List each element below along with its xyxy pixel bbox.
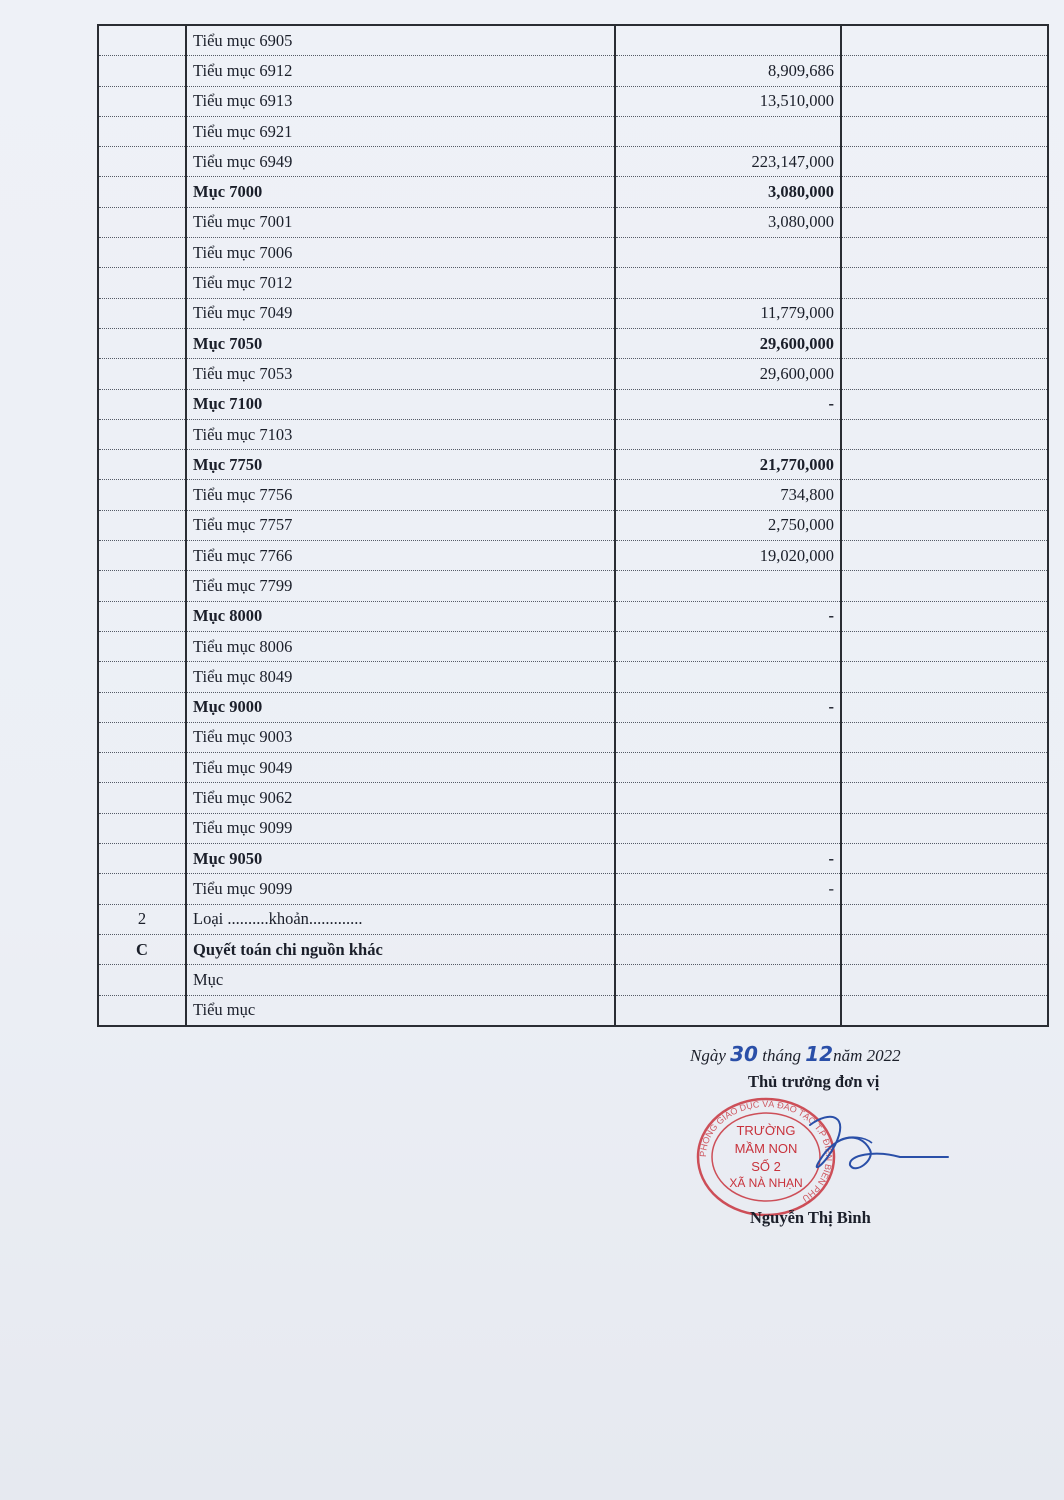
row-number-cell (98, 844, 186, 874)
row-amount-cell: - (615, 844, 841, 874)
table-row (98, 783, 1048, 813)
row-number-cell (98, 722, 186, 752)
table-row (98, 571, 1048, 601)
row-extra-cell (841, 298, 1048, 328)
row-extra-cell (841, 753, 1048, 783)
table-row (98, 692, 1048, 722)
table-row (98, 116, 1048, 146)
table-row (98, 25, 1048, 56)
table-row (98, 874, 1048, 904)
row-label-cell: Tiểu mục (186, 995, 615, 1026)
row-label-cell: Tiểu mục 6912 (186, 56, 615, 86)
row-label-cell: Mục 8000 (186, 601, 615, 631)
row-number-cell (98, 874, 186, 904)
row-label-cell: Tiểu mục 9099 (186, 813, 615, 843)
row-amount-cell (615, 662, 841, 692)
row-label-cell: Loại ..........khoản............. (186, 904, 615, 934)
row-amount-cell: 11,779,000 (615, 298, 841, 328)
row-amount-cell: 8,909,686 (615, 56, 841, 86)
row-extra-cell (841, 450, 1048, 480)
row-label-cell: Tiểu mục 6921 (186, 116, 615, 146)
row-amount-cell: 223,147,000 (615, 147, 841, 177)
row-number-cell (98, 813, 186, 843)
row-number-cell (98, 753, 186, 783)
table-row (98, 359, 1048, 389)
row-amount-cell: 21,770,000 (615, 450, 841, 480)
row-number-cell (98, 359, 186, 389)
row-number-cell (98, 238, 186, 268)
date-block (690, 1042, 950, 1066)
row-extra-cell (841, 874, 1048, 904)
table-row (98, 450, 1048, 480)
row-extra-cell (841, 56, 1048, 86)
row-amount-cell: - (615, 692, 841, 722)
row-label-cell: Tiểu mục 7757 (186, 510, 615, 540)
row-extra-cell (841, 904, 1048, 934)
table-row (98, 56, 1048, 86)
table-row (98, 268, 1048, 298)
row-label-cell: Tiểu mục 7006 (186, 238, 615, 268)
row-extra-cell (841, 480, 1048, 510)
row-label-cell: Mục 7750 (186, 450, 615, 480)
table-row (98, 328, 1048, 358)
row-label-cell: Quyết toán chi nguồn khác (186, 934, 615, 964)
row-amount-cell: 13,510,000 (615, 86, 841, 116)
row-label-cell: Mục 7000 (186, 177, 615, 207)
row-amount-cell (615, 631, 841, 661)
row-number-cell (98, 571, 186, 601)
row-number-cell (98, 783, 186, 813)
row-extra-cell (841, 419, 1048, 449)
row-amount-cell: 19,020,000 (615, 541, 841, 571)
row-extra-cell (841, 116, 1048, 146)
table-row (98, 753, 1048, 783)
row-number-cell (98, 601, 186, 631)
row-extra-cell (841, 783, 1048, 813)
row-label-cell: Tiểu mục 9003 (186, 722, 615, 752)
row-number-cell (98, 480, 186, 510)
row-number-cell (98, 116, 186, 146)
row-number-cell (98, 56, 186, 86)
table-row (98, 419, 1048, 449)
row-extra-cell (841, 995, 1048, 1026)
row-number-cell (98, 662, 186, 692)
row-number-cell (98, 298, 186, 328)
row-extra-cell (841, 207, 1048, 237)
row-number-cell (98, 389, 186, 419)
row-amount-cell (615, 571, 841, 601)
row-extra-cell (841, 813, 1048, 843)
row-label-cell: Mục 7100 (186, 389, 615, 419)
row-extra-cell (841, 328, 1048, 358)
row-amount-cell (615, 965, 841, 995)
row-number-cell (98, 25, 186, 56)
row-number-cell (98, 995, 186, 1026)
table-row (98, 965, 1048, 995)
expense-table-body (98, 25, 1048, 1026)
date-month-word: tháng (757, 1046, 806, 1065)
table-row (98, 844, 1048, 874)
row-number-cell (98, 450, 186, 480)
table-row (98, 813, 1048, 843)
row-extra-cell (841, 25, 1048, 56)
expense-table (97, 24, 1049, 1027)
table-row (98, 541, 1048, 571)
row-label-cell: Tiểu mục 6913 (186, 86, 615, 116)
row-amount-cell: 3,080,000 (615, 177, 841, 207)
row-amount-cell (615, 238, 841, 268)
table-row (98, 722, 1048, 752)
row-number-cell (98, 510, 186, 540)
date-month: 12 (805, 1042, 834, 1066)
row-label-cell: Tiểu mục 8049 (186, 662, 615, 692)
table-row (98, 238, 1048, 268)
row-label-cell: Tiểu mục 7799 (186, 571, 615, 601)
stamp-ring-text: PHÒNG GIÁO DỤC VÀ ĐÀO TẠO T.P ĐIỆN BIÊN PHỦ (697, 1098, 835, 1204)
signer-role: Thủ trưởng đơn vị (748, 1072, 880, 1091)
row-amount-cell (615, 783, 841, 813)
date-year: năm 2022 (833, 1046, 901, 1065)
row-label-cell: Mục (186, 965, 615, 995)
row-extra-cell (841, 601, 1048, 631)
row-number-cell: 2 (98, 904, 186, 934)
row-label-cell: Tiểu mục 6905 (186, 25, 615, 56)
row-amount-cell (615, 268, 841, 298)
row-extra-cell (841, 359, 1048, 389)
row-amount-cell: 29,600,000 (615, 359, 841, 389)
row-extra-cell (841, 510, 1048, 540)
row-number-cell (98, 419, 186, 449)
handwritten-signature-icon (780, 1105, 950, 1195)
row-extra-cell (841, 268, 1048, 298)
date-day: 30 (730, 1042, 758, 1066)
row-number-cell (98, 541, 186, 571)
row-label-cell: Tiểu mục 7756 (186, 480, 615, 510)
row-amount-cell: 2,750,000 (615, 510, 841, 540)
table-row (98, 389, 1048, 419)
row-amount-cell (615, 813, 841, 843)
row-extra-cell (841, 965, 1048, 995)
row-extra-cell (841, 541, 1048, 571)
row-number-cell (98, 86, 186, 116)
row-label-cell: Tiểu mục 7766 (186, 541, 615, 571)
row-number-cell (98, 328, 186, 358)
row-label-cell: Tiểu mục 7001 (186, 207, 615, 237)
row-number-cell: C (98, 934, 186, 964)
date-prefix: Ngày (690, 1046, 731, 1065)
row-label-cell: Mục 9050 (186, 844, 615, 874)
row-label-cell: Tiểu mục 6949 (186, 147, 615, 177)
row-amount-cell (615, 419, 841, 449)
row-extra-cell (841, 844, 1048, 874)
row-label-cell: Tiểu mục 8006 (186, 631, 615, 661)
row-amount-cell: - (615, 601, 841, 631)
row-extra-cell (841, 238, 1048, 268)
stamp-line2: MẦM NON (734, 1141, 798, 1156)
row-number-cell (98, 177, 186, 207)
table-row (98, 662, 1048, 692)
table-row (98, 904, 1048, 934)
row-extra-cell (841, 934, 1048, 964)
row-label-cell: Tiểu mục 7053 (186, 359, 615, 389)
row-amount-cell (615, 753, 841, 783)
row-label-cell: Tiểu mục 7012 (186, 268, 615, 298)
row-number-cell (98, 965, 186, 995)
row-amount-cell (615, 934, 841, 964)
stamp-line4: XÃ NÀ NHẠN (729, 1176, 803, 1190)
row-number-cell (98, 631, 186, 661)
date-line (690, 1042, 901, 1066)
row-label-cell: Tiểu mục 9062 (186, 783, 615, 813)
row-extra-cell (841, 389, 1048, 419)
row-label-cell: Tiểu mục 7049 (186, 298, 615, 328)
row-amount-cell (615, 904, 841, 934)
row-label-cell: Mục 9000 (186, 692, 615, 722)
row-amount-cell: 29,600,000 (615, 328, 841, 358)
row-number-cell (98, 268, 186, 298)
row-extra-cell (841, 631, 1048, 661)
row-extra-cell (841, 571, 1048, 601)
table-row (98, 510, 1048, 540)
stamp-line3: SỐ 2 (751, 1159, 781, 1174)
table-row (98, 147, 1048, 177)
row-number-cell (98, 692, 186, 722)
row-amount-cell (615, 116, 841, 146)
row-extra-cell (841, 86, 1048, 116)
row-amount-cell: 3,080,000 (615, 207, 841, 237)
row-label-cell: Tiểu mục 9049 (186, 753, 615, 783)
stamp-line1: TRƯỜNG (736, 1123, 796, 1138)
row-extra-cell (841, 147, 1048, 177)
row-extra-cell (841, 722, 1048, 752)
row-number-cell (98, 147, 186, 177)
row-amount-cell: - (615, 874, 841, 904)
table-row (98, 86, 1048, 116)
table-row (98, 934, 1048, 964)
row-amount-cell (615, 25, 841, 56)
table-row (98, 480, 1048, 510)
row-number-cell (98, 207, 186, 237)
row-extra-cell (841, 692, 1048, 722)
table-row (98, 601, 1048, 631)
table-row (98, 298, 1048, 328)
row-amount-cell: 734,800 (615, 480, 841, 510)
row-extra-cell (841, 662, 1048, 692)
table-row (98, 177, 1048, 207)
row-extra-cell (841, 177, 1048, 207)
table-row (98, 995, 1048, 1026)
row-amount-cell (615, 995, 841, 1026)
row-label-cell: Mục 7050 (186, 328, 615, 358)
table-row (98, 207, 1048, 237)
signer-name: Nguyễn Thị Bình (750, 1208, 871, 1227)
row-amount-cell: - (615, 389, 841, 419)
row-amount-cell (615, 722, 841, 752)
row-label-cell: Tiểu mục 7103 (186, 419, 615, 449)
table-row (98, 631, 1048, 661)
row-label-cell: Tiểu mục 9099 (186, 874, 615, 904)
